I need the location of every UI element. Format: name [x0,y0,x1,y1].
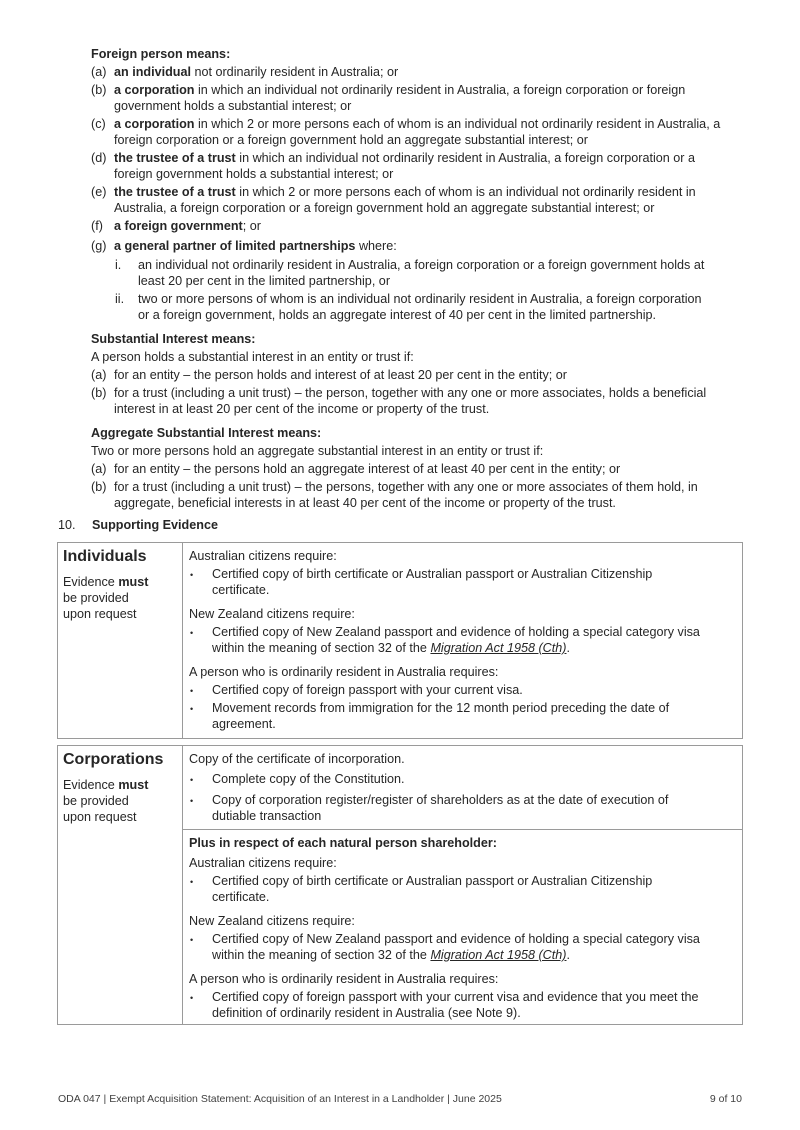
list-item-text: a corporation in which 2 or more persons each of whom is an individual not ordinarily resident in Australia, a [114,117,721,131]
list-item-text: Certified copy of New Zealand passport and evidence of holding a special category visa [212,932,700,946]
bullet-icon: • [190,628,194,638]
list-item-text: within the meaning of section 32 of the Migration Act 1958 (Cth). [212,948,570,962]
evidence-note: upon request [63,810,137,824]
list-item-text: certificate. [212,890,270,904]
list-item-text: Australia, a foreign corporation or a foreign government hold an aggregate substantial interest; or [114,201,655,215]
list-item: (a) [91,65,107,79]
sub-item-text: two or more persons of whom is an individual not ordinarily resident in Australia, a foreign corporation [138,292,702,306]
bullet-icon: • [190,993,194,1003]
foreign-person-heading: Foreign person means: [91,47,231,61]
list-item: (d) [91,151,107,165]
list-item: (b) [91,386,107,400]
divider [182,745,183,1025]
page-number: 9 of 10 [709,1093,742,1105]
list-item-text: an individual not ordinarily resident in Australia; or [114,65,399,79]
list-item-text: dutiable transaction [212,809,322,823]
list-item-text: for an entity – the person holds and interest of at least 20 per cent in the entity; or [114,368,567,382]
migration-act-link[interactable]: Migration Act 1958 (Cth) [430,641,567,655]
list-item-text: within the meaning of section 32 of the Migration Act 1958 (Cth). [212,641,570,655]
aggregate-intro: Two or more persons hold an aggregate substantial interest in an entity or trust if: [91,444,544,458]
corporations-title: Corporations [63,751,164,768]
list-item-text: agreement. [212,717,276,731]
evidence-note: upon request [63,607,137,621]
list-item-text: government holds a substantial interest; or [114,99,352,113]
bullet-icon: • [190,775,194,785]
list-item-text: Certified copy of birth certificate or Australian passport or Australian Citizenship [212,567,653,581]
list-item-text: foreign corporation or a foreign government hold an aggregate substantial interest; or [114,133,588,147]
bullet-icon: • [190,935,194,945]
list-item-text: the trustee of a trust in which an individual not ordinarily resident in Australia, a foreign corporation or a [114,151,695,165]
footer-doc-info: ODA 047 | Exempt Acquisition Statement: Acquisition of an Interest in a Landholder | June 2025 [58,1093,502,1105]
aus-citizens-heading: Australian citizens require: [189,856,337,870]
list-item-text: a corporation in which an individual not ordinarily resident in Australia, a foreign corporation or foreign [114,83,686,97]
list-item: (a) [91,368,107,382]
aus-citizens-heading: Australian citizens require: [189,549,337,563]
ordinarily-resident-heading: A person who is ordinarily resident in Australia requires: [189,665,499,679]
substantial-intro: A person holds a substantial interest in an entity or trust if: [91,350,414,364]
list-item: (b) [91,480,107,494]
evidence-note: Evidence must [63,575,149,589]
list-item-text: a general partner of limited partnerships where: [114,239,397,253]
ordinarily-resident-heading: A person who is ordinarily resident in Australia requires: [189,972,499,986]
shareholder-heading: Plus in respect of each natural person shareholder: [189,836,497,850]
sub-item-label: ii. [115,292,125,306]
list-item-text: for a trust (including a unit trust) – the person, together with any one or more associates, holds a beneficial [114,386,707,400]
list-item: (b) [91,83,107,97]
list-item-text: Movement records from immigration for the 12 month period preceding the date of [212,701,670,715]
divider [182,542,183,739]
bullet-icon: • [190,877,194,887]
evidence-note: be provided [63,794,129,808]
list-item-text: foreign government holds a substantial interest; or [114,167,394,181]
list-item-text: the trustee of a trust in which 2 or more persons each of whom is an individual not ordinarily resident in [114,185,696,199]
list-item: (a) [91,462,107,476]
bullet-icon: • [190,570,194,580]
list-item: (g) [91,239,107,253]
sub-item-text: least 20 per cent in the limited partnership, or [138,274,391,288]
evidence-note: Evidence must [63,778,149,792]
certificate-text: Copy of the certificate of incorporation. [189,752,405,766]
list-item-text: Certified copy of New Zealand passport and evidence of holding a special category visa [212,625,700,639]
sub-item-text: an individual not ordinarily resident in Australia, a foreign corporation or a foreign government holds at [138,258,705,272]
nz-citizens-heading: New Zealand citizens require: [189,914,355,928]
substantial-interest-heading: Substantial Interest means: [91,332,256,346]
bullet-icon: • [190,686,194,696]
sub-item-text: or a foreign government, holds an aggregate interest of 40 per cent in the limited partnership. [138,308,657,322]
list-item-text: a foreign government; or [114,219,261,233]
section-number: 10. [58,518,76,532]
list-item-text: Complete copy of the Constitution. [212,772,405,786]
aggregate-interest-heading: Aggregate Substantial Interest means: [91,426,322,440]
list-item-text: Certified copy of birth certificate or Australian passport or Australian Citizenship [212,874,653,888]
section-title: Supporting Evidence [92,518,218,532]
list-item-text: Certified copy of foreign passport with your current visa and evidence that you meet the [212,990,699,1004]
evidence-note: be provided [63,591,129,605]
list-item: (c) [91,117,106,131]
list-item-text: Copy of corporation register/register of shareholders as at the date of execution of [212,793,669,807]
list-item-text: Certified copy of foreign passport with your current visa. [212,683,523,697]
list-item-text: aggregate, beneficial interests in at least 40 per cent of the income or property of the trust. [114,496,616,510]
sub-item-label: i. [115,258,122,272]
nz-citizens-heading: New Zealand citizens require: [189,607,355,621]
list-item-text: definition of ordinarily resident in Australia (see Note 9). [212,1006,521,1020]
migration-act-link[interactable]: Migration Act 1958 (Cth) [430,948,567,962]
list-item-text: for a trust (including a unit trust) – the persons, together with any one or more associates of them hold, in [114,480,698,494]
list-item: (e) [91,185,107,199]
list-item-text: certificate. [212,583,270,597]
list-item-text: interest in at least 20 per cent of the income or property of the trust. [114,402,490,416]
individuals-title: Individuals [63,548,147,565]
bullet-icon: • [190,704,194,714]
list-item-text: for an entity – the persons hold an aggregate interest of at least 40 per cent in the entity; or [114,462,621,476]
list-item: (f) [91,219,103,233]
bullet-icon: • [190,796,194,806]
divider [182,829,743,830]
